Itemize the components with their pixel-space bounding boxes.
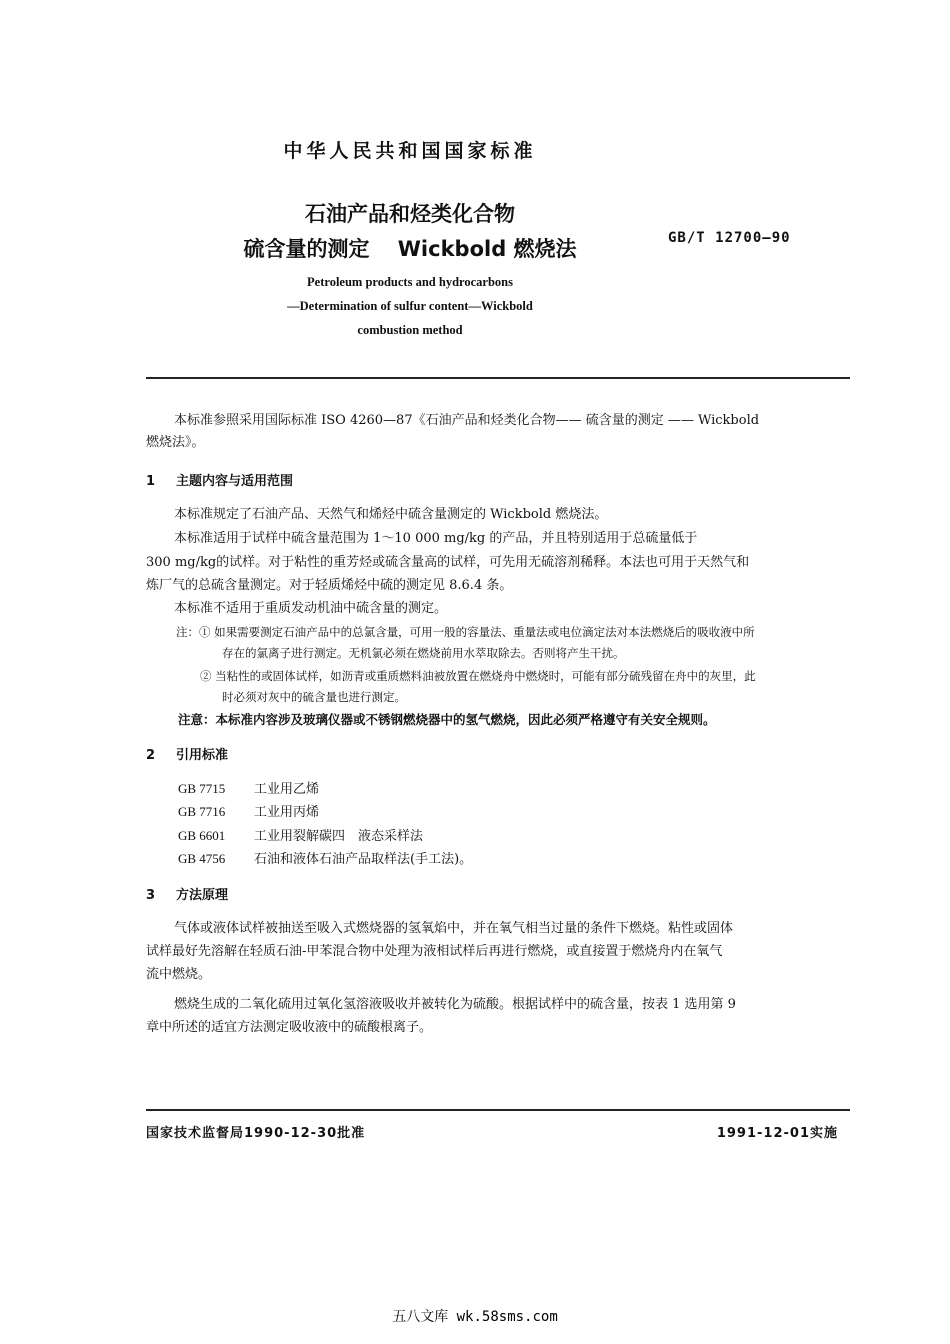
note1-line1: 注：① 如果需要测定石油产品中的总氯含量，可用一般的容量法、重量法或电位滴定法对本法燃烧后的吸收液中所 (176, 625, 755, 639)
intro-line1: 本标准参照采用国际标准 ISO 4260—87《石油产品和烃类化合物—— 硫含量的测定 —— Wickbold (174, 413, 760, 428)
note2-line2: 时必须对灰中的硫含量也进行测定。 (222, 690, 406, 704)
section3-p2-line2: 章中所述的适宜方法测定吸收液中的硫酸根离子。 (146, 1020, 433, 1035)
section2-title: 引用标准 (176, 748, 229, 763)
section1-p2-line3: 炼厂气的总硫含量测定。对于轻质烯烃中硫的测定见 8.6.4 条。 (146, 578, 513, 593)
effective-date: 1991-12-01实施 (716, 1126, 838, 1141)
reference-row (178, 825, 423, 844)
approval-date: 国家技术监督局1990-12-30批准 (146, 1126, 366, 1141)
reference-name: 石油和液体石油产品取样法(手工法)。 (254, 852, 473, 867)
section1-p1: 本标准规定了石油产品、天然气和烯烃中硫含量测定的 Wickbold 燃烧法。 (174, 507, 608, 522)
section3-p1-line2: 试样最好先溶解在轻质石油-甲苯混合物中处理为液相试样后再进行燃烧，或直接置于燃烧舟内在氧气 (146, 944, 723, 959)
section1-p3: 本标准不适用于重质发动机油中硫含量的测定。 (174, 601, 448, 616)
note2-line1: ② 当粘性的或固体试样，如沥青或重质燃料油被放置在燃烧舟中燃烧时，可能有部分硫残留在舟中的灰里，此 (200, 669, 756, 683)
top-divider (146, 377, 850, 379)
reference-code: GB 7716 (178, 804, 226, 819)
section1-p2-line2: 300 mg/kg的试样。对于粘性的重芳烃或硫含量高的试样，可先用无硫溶剂稀释。本法也可用于天然气和 (146, 555, 750, 570)
title-en-line2: —Determination of sulfur content—Wickbold (287, 299, 533, 313)
reference-code: GB 4756 (178, 851, 226, 866)
title-cn-line2: 硫含量的测定 Wickbold 燃烧法 (243, 237, 577, 261)
reference-name: 工业用丙烯 (254, 805, 320, 820)
reference-code: GB 6601 (178, 828, 226, 843)
section1-p2-line1: 本标准适用于试样中硫含量范围为 1～10 000 mg/kg 的产品，并且特别适用于总硫量低于 (174, 531, 698, 546)
section3-p1-line1: 气体或液体试样被抽送至吸入式燃烧器的氢氧焰中，并在氧气相当过量的条件下燃烧。粘性或固体 (174, 921, 734, 936)
section1-number: 1 (146, 474, 156, 489)
title-cn-line1: 石油产品和烃类化合物 (305, 202, 515, 226)
standard-number: GB/T 12700—90 (668, 230, 791, 246)
reference-name: 工业用裂解碳四 液态采样法 (254, 829, 424, 844)
intro-line2: 燃烧法》。 (146, 435, 205, 450)
safety-warning: 注意：本标准内容涉及玻璃仪器或不锈钢燃烧器中的氢气燃烧，因此必须严格遵守有关安全规则。 (178, 712, 716, 727)
national-standard-heading: 中华人民共和国国家标准 (283, 140, 537, 162)
reference-row (178, 778, 319, 797)
section3-title: 方法原理 (176, 888, 229, 903)
section2-number: 2 (146, 748, 156, 763)
section1-title: 主题内容与适用范围 (176, 474, 294, 489)
reference-row (178, 848, 472, 867)
note1-line2: 存在的氯离子进行测定。无机氯必须在燃烧前用水萃取除去。否则将产生干扰。 (222, 646, 625, 660)
bottom-divider (146, 1109, 850, 1111)
reference-name: 工业用乙烯 (254, 782, 320, 797)
section3-p2-line1: 燃烧生成的二氧化硫用过氧化氢溶液吸收并被转化为硫酸。根据试样中的硫含量，按表 1 选用第 9 (174, 997, 736, 1012)
title-en-line3: combustion method (357, 323, 463, 337)
section2-heading (146, 744, 228, 763)
title-en-line1: Petroleum products and hydrocarbons (307, 275, 513, 289)
section3-number: 3 (146, 888, 156, 903)
reference-code: GB 7715 (178, 781, 226, 796)
section1-heading (146, 470, 293, 489)
section3-heading (146, 884, 228, 903)
watermark-text: 五八文库 wk.58sms.com (392, 1309, 558, 1325)
section3-p1-line3: 流中燃烧。 (146, 967, 212, 982)
reference-row (178, 801, 319, 820)
